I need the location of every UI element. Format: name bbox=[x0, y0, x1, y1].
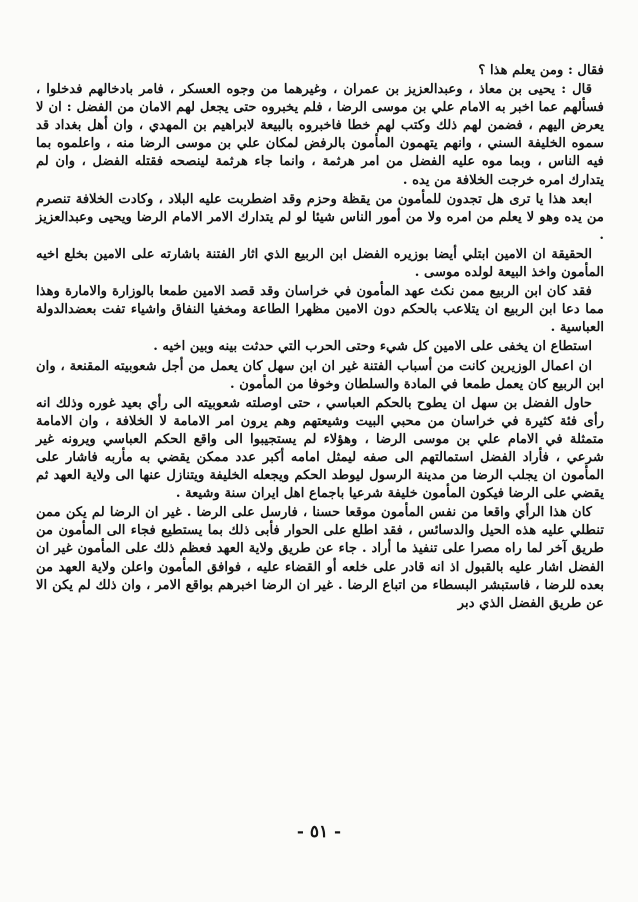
paragraph: حاول الفضل بن سهل ان يطوح بالحكم العباسي ، حتى اوصلته شعوبيته الى رأي بعيد غوره وذلك انه رأى فئة كثيرة في خراسان من محبي البيت وشيعتهم وهم يرون امر الامامة لا الخلافة ، وان الامامة متمثلة في الامام علي بن موسى الرضا ، وهؤلاء لم يستجيبوا الى واقع الحكم العباسي ويرونه غير شرعي ، فأراد الفضل استمالتهم الى صفه ليمثل امامه أكبر عدد ممكن يقضي به مأربه فاشار على المأمون ان يجلب الرضا من مدينة الرسول ليوطد الحكم ويجعله الخليفة ويتنازل عنها الى ولاية العهد ثم يقضي على الرضا فيكون المأمون خليفة شرعيا باجماع اهل ايران سنة وشيعة . bbox=[36, 395, 604, 502]
paragraph: قال : يحيى بن معاذ ، وعبدالعزيز بن عمران ، وغيرهما من وجوه العسكر ، فامر بادخالهم فدخلوا ، فسألهم عما اخبر به الامام علي بن موسى الرضا ، فلم يخبروه حتى يجعل لهم الامان من الفضل : ان لا يعرض اليهم ، فضمن لهم ذلك وكتب لهم خطا فاخبروه بالبيعة لابراهيم بن المهدي ، وان أهل بغداد قد سموه الخليفة السني ، وانهم يتهمون المأمون بالرفض لمكان علي بن موسى الرضا منه ، واعلموه بما فيه الناس ، وبما موه عليه الفضل من امر هرثمة ، وانما جاء هرثمة لينصحه فقتله الفضل ، وان لم يتدارك امره خرجت الخلافة من يده . bbox=[36, 82, 604, 188]
paragraph: استطاع ان يخفى على الامين كل شيء وحتى الحرب التي حدثت بينه وبين اخيه . bbox=[153, 339, 592, 355]
page-number: - ٥١ - bbox=[296, 822, 342, 842]
paragraph: كان هذا الرأي واقعا من نفس المأمون موقعا حسنا ، فارسل على الرضا . غير ان الرضا لم يكن ممن تنطلي عليه هذه الحيل والدسائس ، فقد اطلع على الحوار فأبى ذلك بما يستطيع فجاء الى المأمون من طريق آخر لما راه مصرا على تنفيذ ما أراد . جاء عن طريق ولاية العهد فعظم ذلك على المأمون غير ان الفضل اشار عليه بالقبول اذ انه قادر على خلعه أو القضاء عليه ، فوافق المأمون واعلن ولاية العهد من بعده للرضا ، فاستبشر البسطاء من اتباع الرضا . غير ان الرضا اخبرهم بواقع الامر ، وان ذلك لم يكن الا عن طريق الفضل الذي دبر bbox=[36, 505, 604, 611]
paragraph: ابعد هذا يا ترى هل تجدون للمأمون من يقظة وحزم وقد اضطربت عليه البلاد ، وكادت الخلافة تنصرم من يده وهو لا يعلم من امره ولا من أمور الناس شيئا لو لم يتدارك الامر الامام الرضا ويحيى وعبدالعزيز . bbox=[36, 191, 604, 243]
paragraph: فقال : ومن يعلم هذا ؟ bbox=[478, 63, 604, 78]
paragraph: الحقيقة ان الامين ابتلي أيضا بوزيره الفضل ابن الربيع الذي اثار الفتنة باشارته على الامين بخلع اخيه المأمون واخذ البيعة لولده موسى . bbox=[36, 246, 604, 281]
page-body-text bbox=[36, 62, 604, 614]
paragraph: فقد كان ابن الربيع ممن نكث عهد المأمون في خراسان وقد قصد الامين طمعا بالوزارة والامارة وهذا مما دعا ابن الربيع ان يتلاعب بالحكم دون الامين مظهرا الطاعة ومخفيا النفاق واشياء تفت بعضدالدولة العباسية . bbox=[36, 284, 604, 336]
paragraph: ان اعمال الوزيرين كانت من أسباب الفتنة غير ان ابن سهل كان يعمل من أجل شعوبيته المقنعة ، وان ابن الربيع كان يعمل طمعا في المادة والسلطان وخوفا من المأمون . bbox=[36, 358, 604, 392]
